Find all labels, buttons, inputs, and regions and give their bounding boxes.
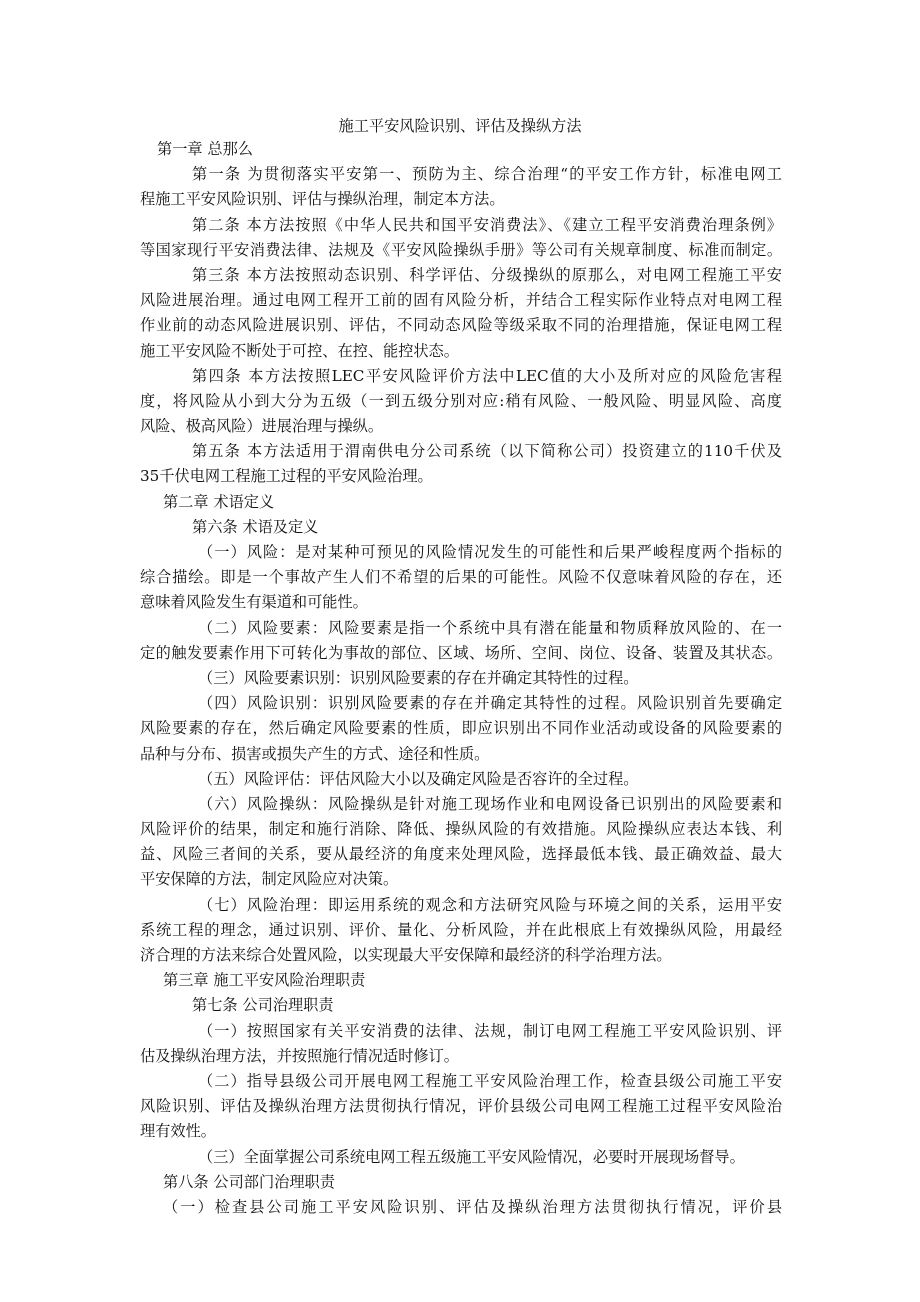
paragraph-line: （五）风险评估：评估风险大小以及确定风险是否容许的全过程。 <box>198 769 639 788</box>
paragraph-line: 理有效性。 <box>140 1122 216 1141</box>
chapter-heading: 第二章 术语定义 <box>163 492 275 511</box>
paragraph-line: （二）风险要素：风险要素是指一个系统中具有潜在能量和物质释放风险的、在一 <box>198 618 782 637</box>
paragraph-line: （二）指导县级公司开展电网工程施工平安风险治理工作，检查县级公司施工平安 <box>198 1071 782 1090</box>
paragraph-line: （一）检查县公司施工平安风险识别、评估及操纵治理方法贯彻执行情况，评价县 <box>163 1197 782 1216</box>
paragraph-line: （一）风险：是对某种可预见的风险情况发生的可能性和后果严峻程度两个指标的 <box>198 543 782 561</box>
paragraph-line: （三）风险要素识别：识别风险要素的存在并确定其特性的过程。 <box>198 668 639 687</box>
paragraph-line: （四）风险识别：识别风险要素的存在并确定其特性的过程。风险识别首先要确定 <box>198 694 782 713</box>
paragraph-line: 第一条 为贯彻落实平安第一、预防为主、综合治理“的平安工作方针，标准电网工 <box>192 165 782 184</box>
paragraph-line: 意味着风险发生有渠道和可能性。 <box>140 593 368 612</box>
chapter-heading: 第一章 总那么 <box>157 140 253 158</box>
paragraph-line: 第五条 本方法适用于渭南供电分公司系统（以下简称公司）投资建立的110千伏及 <box>192 442 782 461</box>
paragraph-line: 综合描绘。即是一个事故产生人们不希望的后果的可能性。风险不仅意味着风险的存在，还 <box>140 568 782 587</box>
paragraph-line: 第三条 本方法按照动态识别、科学评估、分级操纵的原那么，对电网工程施工平安 <box>192 265 782 284</box>
paragraph-line: 风险进展治理。通过电网工程开工前的固有风险分析，并结合工程实际作业特点对电网工程 <box>140 291 782 310</box>
paragraph-line: 风险、极高风险）进展治理与操纵。 <box>140 417 383 436</box>
paragraph-line: 35千伏电网工程施工过程的平安风险治理。 <box>140 467 433 486</box>
paragraph-line: 风险要素的存在，然后确定风险要素的性质，即应识别出不同作业活动或设备的风险要素的 <box>140 719 782 738</box>
paragraph-line: 定的触发要素作用下可转化为事故的部位、区域、场所、空间、岗位、设备、装置及其状态。 <box>140 643 782 662</box>
paragraph-line: 第二条 本方法按照《中华人民共和国平安消费法》、《建立工程平安消费治理条例》 <box>192 215 782 234</box>
paragraph-line: 品种与分布、损害或损失产生的方式、途径和性质。 <box>140 744 490 763</box>
paragraph-line: 第四条 本方法按照LEC平安风险评价方法中LEC值的大小及所对应的风险危害程 <box>192 366 782 385</box>
paragraph-line: 作业前的动态风险进展识别、评估，不同动态风险等级采取不同的治理措施，保证电网工程 <box>140 316 782 335</box>
paragraph-line: 施工平安风险不断处于可控、在控、能控状态。 <box>140 341 459 360</box>
paragraph-line: 估及操纵治理方法，并按照施行情况适时修订。 <box>140 1046 459 1065</box>
document-body <box>140 137 782 1220</box>
paragraph-line: 平安保障的方法，制定风险应对决策。 <box>140 870 399 889</box>
paragraph-line: 风险识别、评估及操纵治理方法贯彻执行情况，评价县级公司电网工程施工过程平安风险治 <box>140 1097 782 1116</box>
chapter-heading: 第三章 施工平安风险治理职责 <box>163 971 366 990</box>
paragraph-line: 等国家现行平安消费法律、法规及《平安风险操纵手册》等公司有关规章制度、标准而制定。 <box>140 240 782 259</box>
paragraph-line: （一）按照国家有关平安消费的法律、法规，制订电网工程施工平安风险识别、评 <box>198 1021 782 1040</box>
paragraph-line: 风险评价的结果，制定和施行消除、降低、操纵风险的有效措施。风险操纵应表达本钱、利 <box>140 820 782 839</box>
paragraph-line: （六）风险操纵：风险操纵是针对施工现场作业和电网设备已识别出的风险要素和 <box>198 794 782 813</box>
document-title: 施工平安风险识别、评估及操纵方法 <box>338 117 582 135</box>
article-heading: 第八条 公司部门治理职责 <box>163 1172 335 1191</box>
article-heading: 第七条 公司治理职责 <box>192 996 334 1015</box>
paragraph-line: 度，将风险从小到大分为五级（一到五级分别对应:稍有风险、一般风险、明显风险、高度 <box>140 391 782 410</box>
paragraph-line: （三）全面掌握公司系统电网工程五级施工平安风险情况，必要时开展现场督导。 <box>198 1147 745 1166</box>
paragraph-line: 程施工平安风险识别、评估与操纵治理，制定本方法。 <box>140 190 505 209</box>
paragraph-line: 系统工程的理念，通过识别、评价、量化、分析风险，并在此根底上有效操纵风险，用最经 <box>140 920 782 939</box>
paragraph-line: （七）风险治理：即运用系统的观念和方法研究风险与环境之间的关系，运用平安 <box>198 895 782 914</box>
article-heading: 第六条 术语及定义 <box>192 517 319 536</box>
paragraph-line: 益、风险三者间的关系，要从最经济的角度来处理风险，选择最低本钱、最正确效益、最大 <box>140 845 782 864</box>
paragraph-line: 济合理的方法来综合处置风险，以实现最大平安保障和最经济的科学治理方法。 <box>140 946 672 964</box>
